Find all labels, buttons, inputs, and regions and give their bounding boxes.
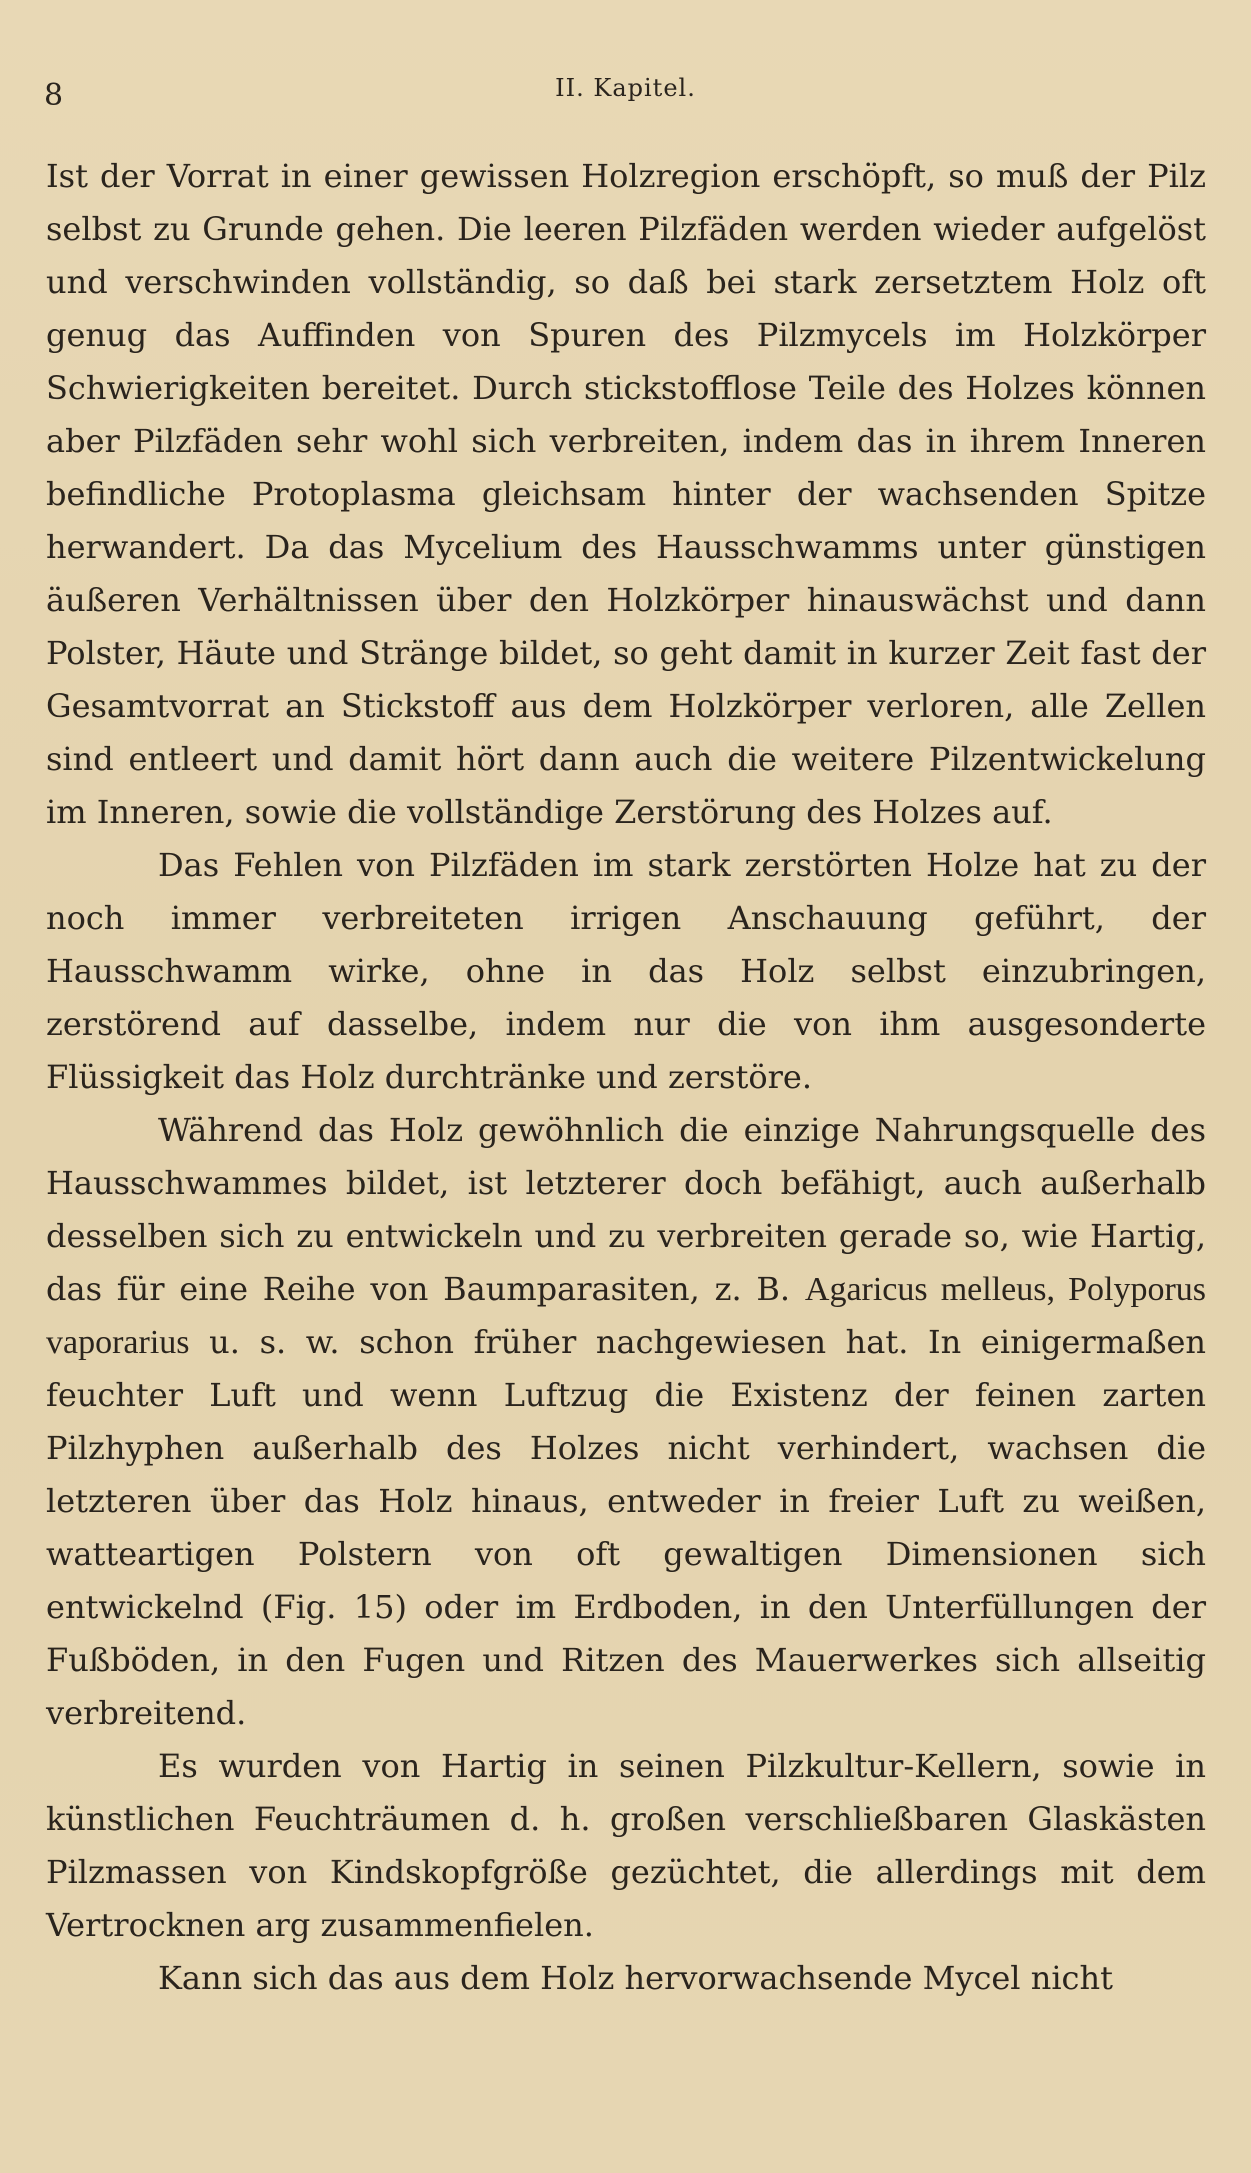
paragraph-3-text-after: u. s. w. schon früher nachgewiesen hat. In einigermaßen feuchter Luft und wenn Luftzug die Existenz der feinen zarten Pilzhyphen außerhalb des Holzes nicht verhindert, wachsen die letzteren über das Holz hinaus, entweder in freier Luft zu weißen, watteartigen Polstern von oft gewaltigen Dimensionen sich entwickelnd (Fig. 15) oder im Erdboden, in den Unterfüllungen der Fußböden, in den Fugen und Ritzen des Mauerwerkes sich allseitig verbreitend. — [46, 1323, 1206, 1732]
running-head: II. Kapitel. — [555, 74, 696, 102]
paragraph-5: Kann sich das aus dem Holz hervorwachsende Mycel nicht — [158, 1959, 1113, 1997]
body-text — [46, 150, 1206, 2005]
paragraph-4: Es wurden von Hartig in seinen Pilzkultur-Kellern, sowie in künstlichen Feuchträumen d. h. großen verschließbaren Glaskästen Pilzmassen von Kindskopfgröße gezüchtet, die allerdings mit dem Vertrocknen arg zusammenfielen. — [46, 1747, 1206, 1944]
latin-species-names: Agaricus melleus, Polyporus vaporarius — [46, 1271, 1206, 1361]
paragraph-2: Das Fehlen von Pilzfäden im stark zerstörten Holze hat zu der noch immer verbreiteten irrigen Anschauung geführt, der Hausschwamm wirke, ohne in das Holz selbst einzubringen, zerstörend auf dasselbe, indem nur die von ihm ausgesonderte Flüssigkeit das Holz durchtränke und zerstöre. — [46, 846, 1206, 1096]
paragraph-3-text-before: Während das Holz gewöhnlich die einzige Nahrungsquelle des Hausschwammes bildet, ist letzterer doch befähigt, auch außerhalb desselben sich zu entwickeln und zu verbreiten gerade so, wie Hartig, das für eine Reihe von Baumparasiten, z. B. — [46, 1111, 1206, 1308]
paragraph-3 — [46, 1104, 1206, 1740]
paragraph-1: Ist der Vorrat in einer gewissen Holzregion erschöpft, so muß der Pilz selbst zu Grunde gehen. Die leeren Pilzfäden werden wieder aufgelöst und verschwinden vollständig, so daß bei stark zersetztem Holz oft genug das Auffinden von Spuren des Pilzmycels im Holzkörper Schwierigkeiten bereitet. Durch stickstofflose Teile des Holzes können aber Pilzfäden sehr wohl sich verbreiten, indem das in ihrem Inneren befindliche Protoplasma gleichsam hinter der wachsenden Spitze herwandert. Da das Mycelium des Hausschwamms unter günstigen äußeren Verhältnissen über den Holzkörper hinauswächst und dann Polster, Häute und Stränge bildet, so geht damit in kurzer Zeit fast der Gesamtvorrat an Stickstoff aus dem Holzkörper verloren, alle Zellen sind entleert und damit hört dann auch die weitere Pilzentwickelung im Inneren, sowie die vollständige Zerstörung des Holzes auf. — [46, 157, 1206, 831]
page-number: 8 — [44, 78, 64, 113]
